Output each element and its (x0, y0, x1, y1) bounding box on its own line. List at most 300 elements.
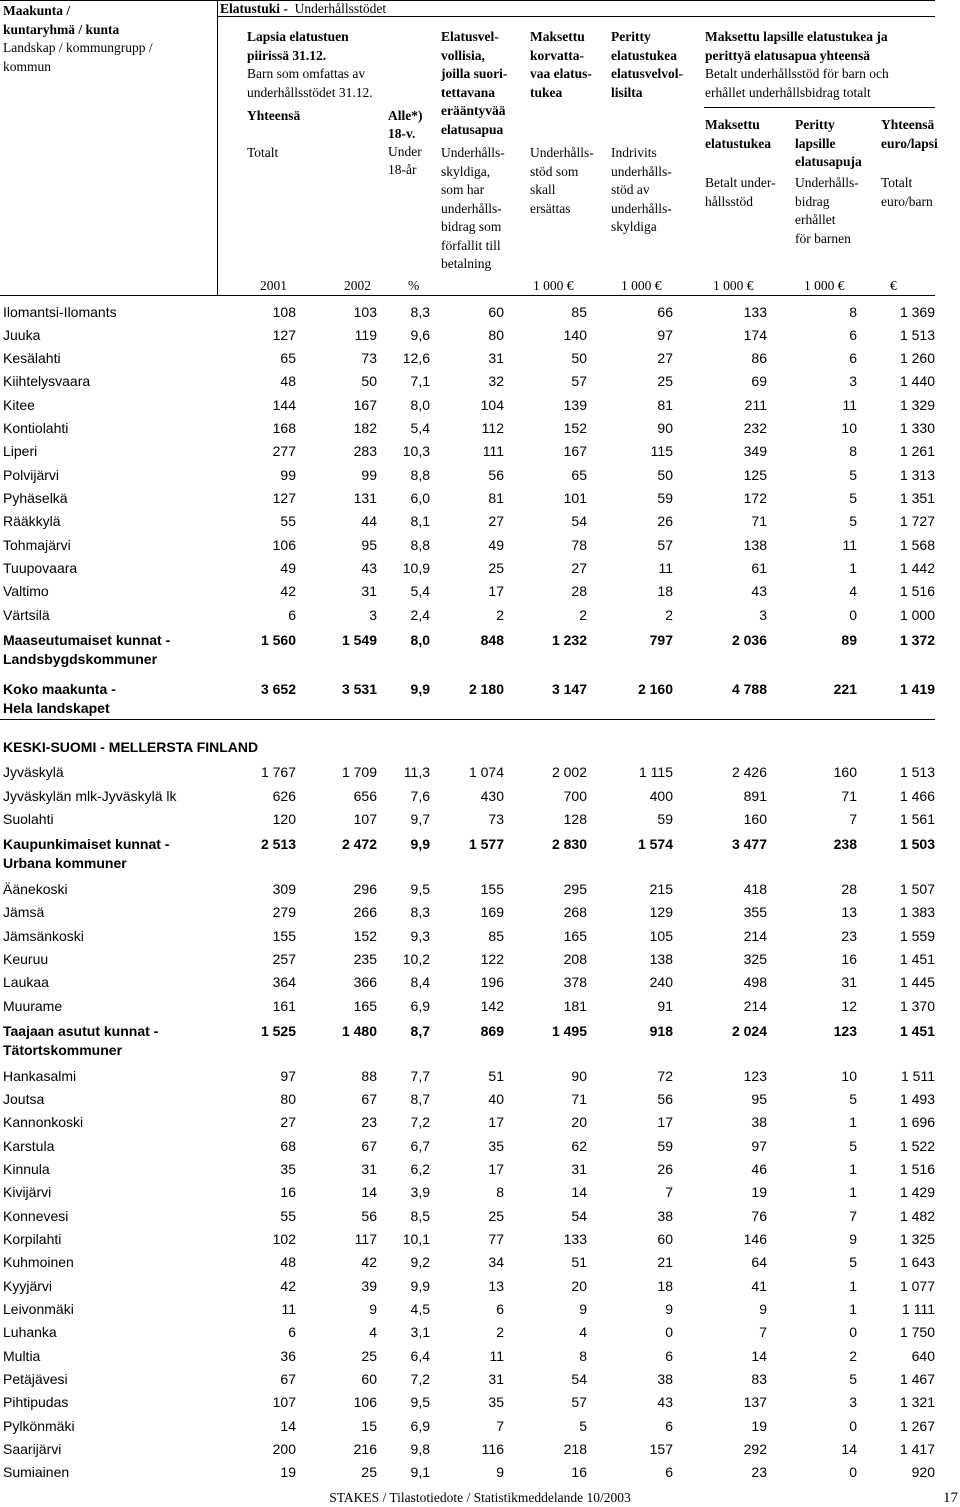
row-value: 146 (743, 1231, 767, 1247)
row-value: 23 (751, 1464, 767, 1480)
row-value: 105 (649, 928, 673, 944)
row-value: 214 (743, 928, 767, 944)
row-value: 1 560 (260, 632, 296, 648)
row-value: 174 (743, 327, 767, 343)
row-value: 309 (272, 881, 296, 897)
row-value: 168 (272, 420, 296, 436)
row-value: 21 (657, 1254, 673, 1270)
row-value: 5 (579, 1418, 587, 1434)
row-value: 2 (665, 607, 673, 623)
row-value: 5 (849, 1138, 857, 1154)
row-value: 48 (280, 1254, 296, 1270)
row-value: 133 (743, 304, 767, 320)
row-value: 83 (751, 1371, 767, 1387)
row-value: 10 (841, 420, 857, 436)
row-value: 700 (563, 788, 587, 804)
row-value: 19 (751, 1184, 767, 1200)
row-value: 42 (280, 1278, 296, 1294)
row-value: 56 (361, 1208, 377, 1224)
page-number: 17 (943, 1490, 958, 1506)
row-value: 0 (849, 607, 857, 623)
row-value: 498 (743, 974, 767, 990)
row-value: 26 (657, 1161, 673, 1177)
row-value: 16 (280, 1184, 296, 1200)
row-value: 4 788 (731, 681, 767, 697)
row-value: 142 (480, 998, 504, 1014)
row-value: 8,8 (410, 467, 430, 483)
row-value: 296 (353, 881, 377, 897)
row-value: 277 (272, 443, 296, 459)
row-value: 14 (280, 1418, 296, 1434)
row-value: 283 (353, 443, 377, 459)
row-value: 8,5 (410, 1208, 430, 1224)
row-value: 31 (488, 350, 504, 366)
row-value: 9 (665, 1301, 673, 1317)
row-value: 0 (665, 1324, 673, 1340)
row-value: 0 (849, 1324, 857, 1340)
row-name: Laukaa (3, 974, 49, 990)
row-value: 56 (488, 467, 504, 483)
row-name: Rääkkylä (3, 513, 61, 529)
row-value: 71 (751, 513, 767, 529)
row-value: 1 750 (899, 1324, 935, 1340)
row-value: 366 (353, 974, 377, 990)
row-value: 181 (563, 998, 587, 1014)
row-value: 11 (842, 537, 857, 553)
row-value: 20 (571, 1278, 587, 1294)
row-value: 3 (849, 373, 857, 389)
row-value: 1 709 (341, 764, 377, 780)
row-value: 16 (841, 951, 857, 967)
row-name: Multia (3, 1348, 41, 1364)
row-value: 8,3 (410, 904, 430, 920)
row-name: Hankasalmi (3, 1068, 77, 1084)
row-value: 17 (488, 583, 504, 599)
row-value: 656 (353, 788, 377, 804)
unit-k3: 1 000 € (713, 278, 754, 293)
row-value: 200 (272, 1441, 296, 1457)
row-value: 57 (657, 537, 673, 553)
row-value: 9,8 (410, 1441, 430, 1457)
row-value: 920 (911, 1464, 935, 1480)
row-name: Ilomantsi-Ilomants (3, 304, 117, 320)
row-value: 1 330 (899, 420, 935, 436)
row-value: 1 549 (341, 632, 377, 648)
row-value: 215 (649, 881, 673, 897)
row-value: 140 (563, 327, 587, 343)
row-value: 1 (849, 1301, 857, 1317)
recovered-header-sv: Indrivits underhålls- stöd av underhålls- skyldiga (611, 145, 672, 234)
row-name: Jyväskylän mlk-Jyväskylä lk (3, 788, 177, 804)
row-value: 35 (280, 1161, 296, 1177)
row-name: Koko maakunta - Hela landskapet (3, 681, 116, 716)
row-value: 144 (272, 397, 296, 413)
row-value: 97 (280, 1068, 296, 1084)
row-name: Kitee (3, 397, 35, 413)
row-value: 378 (563, 974, 587, 990)
children-header-fi: Lapsia elatustuen piirissä 31.12. (247, 29, 349, 63)
row-name: Juuka (3, 327, 41, 343)
row-value: 869 (480, 1023, 504, 1039)
row-name: Suolahti (3, 811, 54, 827)
row-value: 42 (280, 583, 296, 599)
row-value: 55 (280, 1208, 296, 1224)
row-value: 157 (649, 1441, 673, 1457)
row-name: Värtsilä (3, 607, 50, 623)
row-value: 7,6 (410, 788, 430, 804)
row-value: 8,0 (410, 632, 430, 648)
row-value: 73 (361, 350, 377, 366)
row-value: 3 147 (551, 681, 587, 697)
row-value: 1 419 (899, 681, 935, 697)
row-name: Tohmajärvi (3, 537, 71, 553)
row-value: 14 (841, 1441, 857, 1457)
section-title: KESKI-SUOMI - MELLERSTA FINLAND (3, 739, 259, 755)
row-value: 9,6 (410, 327, 430, 343)
row-value: 8 (849, 304, 857, 320)
row-value: 90 (657, 420, 673, 436)
under18-header-sv: Under 18-år (388, 144, 422, 177)
row-value: 107 (272, 1394, 296, 1410)
row-value: 54 (571, 1371, 587, 1387)
row-value: 1 417 (899, 1441, 935, 1457)
row-value: 59 (657, 490, 673, 506)
row-value: 400 (649, 788, 673, 804)
row-value: 6 (665, 1348, 673, 1364)
row-name: Petäjävesi (3, 1371, 68, 1387)
row-value: 95 (361, 537, 377, 553)
row-value: 211 (744, 397, 767, 413)
row-value: 1 516 (899, 583, 935, 599)
under18-header-fi: Alle*) 18-v. (388, 108, 423, 141)
row-value: 49 (280, 560, 296, 576)
row-value: 1 513 (899, 327, 935, 343)
collected-header-fi: Peritty lapsille elatusapuja (795, 117, 862, 169)
row-value: 27 (571, 560, 587, 576)
row-value: 1 (849, 1184, 857, 1200)
row-value: 1 451 (899, 951, 935, 967)
row-value: 4 (849, 583, 857, 599)
row-value: 68 (280, 1138, 296, 1154)
row-value: 2 472 (341, 836, 377, 852)
row-value: 238 (833, 836, 857, 852)
row-value: 43 (751, 583, 767, 599)
row-value: 1 (849, 560, 857, 576)
row-value: 9,1 (410, 1464, 430, 1480)
row-value: 5 (849, 1091, 857, 1107)
row-value: 76 (751, 1208, 767, 1224)
row-value: 91 (657, 998, 673, 1014)
row-value: 0 (849, 1418, 857, 1434)
row-value: 27 (488, 513, 504, 529)
row-value: 6,7 (410, 1138, 430, 1154)
row-value: 6 (496, 1301, 504, 1317)
row-value: 27 (657, 350, 673, 366)
row-value: 50 (361, 373, 377, 389)
row-value: 8,8 (410, 537, 430, 553)
row-value: 1 480 (341, 1023, 377, 1039)
row-value: 60 (657, 1231, 673, 1247)
row-value: 27 (280, 1114, 296, 1130)
paid-header-sv: Betalt under- hållsstöd (705, 175, 776, 209)
title-fi: Elatustuki - (220, 1, 288, 16)
row-value: 4,5 (410, 1301, 430, 1317)
row-value: 1 525 (260, 1023, 296, 1039)
row-value: 1 466 (899, 788, 935, 804)
row-value: 7,7 (410, 1068, 430, 1084)
row-value: 2 830 (551, 836, 587, 852)
unit-eur: € (890, 278, 897, 293)
row-value: 9 (849, 1231, 857, 1247)
row-value: 54 (571, 513, 587, 529)
row-value: 117 (354, 1231, 377, 1247)
row-value: 918 (649, 1023, 673, 1039)
row-value: 3,1 (410, 1324, 430, 1340)
row-value: 279 (272, 904, 296, 920)
row-value: 10,3 (402, 443, 430, 459)
row-value: 1 511 (901, 1068, 935, 1084)
row-value: 640 (911, 1348, 935, 1364)
row-value: 1 351 (899, 490, 935, 506)
row-value: 218 (563, 1441, 587, 1457)
row-value: 25 (488, 560, 504, 576)
row-value: 8 (579, 1348, 587, 1364)
row-value: 16 (571, 1464, 587, 1480)
row-value: 1 696 (899, 1114, 935, 1130)
row-name: Luhanka (3, 1324, 57, 1340)
row-name: Tuupovaara (3, 560, 78, 576)
row-value: 65 (280, 350, 296, 366)
row-value: 232 (743, 420, 767, 436)
row-value: 355 (743, 904, 767, 920)
row-value: 60 (488, 304, 504, 320)
row-name: Pihtipudas (3, 1394, 69, 1410)
compensated-header-fi: Maksettu korvatta- vaa elatus- tukea (530, 29, 592, 100)
row-value: 349 (743, 443, 767, 459)
row-value: 106 (353, 1394, 377, 1410)
row-value: 7,2 (410, 1114, 430, 1130)
row-value: 38 (751, 1114, 767, 1130)
row-value: 10,2 (402, 951, 430, 967)
row-value: 17 (488, 1114, 504, 1130)
row-value: 127 (272, 490, 296, 506)
footer: STAKES / Tilastotiedote / Statistikmeddelande 10/2003 (329, 1490, 631, 1505)
row-value: 88 (361, 1068, 377, 1084)
row-value: 80 (280, 1091, 296, 1107)
row-value: 1 111 (902, 1301, 935, 1317)
row-value: 3 531 (341, 681, 377, 697)
row-value: 8 (849, 443, 857, 459)
row-value: 2 (579, 607, 587, 623)
row-value: 6 (288, 1324, 296, 1340)
row-value: 15 (361, 1418, 377, 1434)
row-value: 11 (281, 1301, 296, 1317)
row-value: 891 (743, 788, 767, 804)
row-name: Pylkönmäki (3, 1418, 75, 1434)
row-value: 6,4 (410, 1348, 430, 1364)
row-value: 1 516 (899, 1161, 935, 1177)
row-value: 25 (657, 373, 673, 389)
row-name: Muurame (3, 998, 63, 1014)
row-value: 69 (751, 373, 767, 389)
row-value: 1 577 (468, 836, 504, 852)
row-value: 59 (657, 1138, 673, 1154)
row-value: 77 (488, 1231, 504, 1247)
row-value: 57 (571, 373, 587, 389)
row-value: 182 (353, 420, 377, 436)
row-value: 2 (496, 1324, 504, 1340)
row-value: 90 (571, 1068, 587, 1084)
row-value: 97 (751, 1138, 767, 1154)
row-name: Kinnula (3, 1161, 50, 1177)
row-value: 137 (743, 1394, 767, 1410)
row-value: 160 (743, 811, 767, 827)
row-value: 196 (480, 974, 504, 990)
row-value: 123 (743, 1068, 767, 1084)
row-value: 1 325 (899, 1231, 935, 1247)
row-value: 1 000 (899, 607, 935, 623)
row-name: Keuruu (3, 951, 49, 967)
row-value: 99 (280, 467, 296, 483)
row-value: 54 (571, 1208, 587, 1224)
row-value: 155 (480, 881, 504, 897)
row-value: 81 (488, 490, 504, 506)
row-value: 9,9 (410, 836, 430, 852)
row-name: Sumiainen (3, 1464, 70, 1480)
row-value: 3,9 (410, 1184, 430, 1200)
row-value: 7 (665, 1184, 673, 1200)
row-value: 165 (353, 998, 377, 1014)
row-value: 8,4 (410, 974, 430, 990)
row-value: 7 (759, 1324, 767, 1340)
row-value: 1 260 (899, 350, 935, 366)
row-value: 7 (849, 811, 857, 827)
row-value: 208 (563, 951, 587, 967)
row-value: 17 (488, 1161, 504, 1177)
row-value: 1 445 (899, 974, 935, 990)
combined-header-fi: Maksettu lapsille elatustukea ja perittyä elatusapua yhteensä (705, 29, 888, 63)
row-value: 1 574 (637, 836, 673, 852)
row-value: 9,3 (410, 928, 430, 944)
row-value: 111 (482, 443, 504, 459)
row-value: 25 (361, 1348, 377, 1364)
row-value: 1 727 (899, 513, 935, 529)
row-name: Leivonmäki (3, 1301, 74, 1317)
unit-k4: 1 000 € (804, 278, 845, 293)
row-value: 7 (496, 1418, 504, 1434)
row-value: 120 (272, 811, 296, 827)
row-name: Karstula (3, 1138, 55, 1154)
row-name: Liperi (3, 443, 38, 459)
row-value: 3 477 (731, 836, 767, 852)
row-value: 5,4 (410, 420, 430, 436)
row-value: 14 (571, 1184, 587, 1200)
row-value: 34 (488, 1254, 504, 1270)
row-value: 123 (833, 1023, 857, 1039)
row-value: 9,9 (410, 1278, 430, 1294)
row-name: Kaupunkimaiset kunnat - Urbana kommuner (3, 836, 170, 871)
row-value: 214 (743, 998, 767, 1014)
row-value: 86 (751, 350, 767, 366)
row-value: 99 (361, 467, 377, 483)
title-sv: Underhållsstödet (294, 1, 387, 16)
recovered-header-fi: Peritty elatustukea elatusvelvol- lisilta (611, 29, 683, 100)
row-value: 7,1 (410, 373, 430, 389)
region-header-sv: Landskap / kommungrupp / kommun (3, 40, 153, 74)
row-value: 152 (353, 928, 377, 944)
row-value: 89 (841, 632, 857, 648)
row-name: Maaseutumaiset kunnat - Landsbygdskommuner (3, 632, 171, 667)
row-value: 95 (751, 1091, 767, 1107)
row-value: 9,9 (410, 681, 430, 697)
row-value: 3 (759, 607, 767, 623)
row-value: 104 (480, 397, 504, 413)
row-value: 66 (657, 304, 673, 320)
row-value: 257 (272, 951, 296, 967)
row-value: 128 (563, 811, 587, 827)
row-value: 36 (280, 1348, 296, 1364)
row-value: 2 024 (731, 1023, 767, 1039)
row-value: 1 493 (899, 1091, 935, 1107)
unit-pct: % (408, 278, 420, 293)
row-value: 1 321 (899, 1394, 935, 1410)
row-value: 1 495 (551, 1023, 587, 1039)
row-value: 131 (353, 490, 377, 506)
row-value: 46 (751, 1161, 767, 1177)
row-value: 1 503 (899, 836, 935, 852)
row-value: 1 383 (899, 904, 935, 920)
row-value: 1 313 (899, 467, 935, 483)
row-value: 1 451 (899, 1023, 935, 1039)
row-value: 107 (353, 811, 377, 827)
row-value: 12 (841, 998, 857, 1014)
row-name: Kyyjärvi (3, 1278, 53, 1294)
row-value: 72 (657, 1068, 673, 1084)
unit-k1: 1 000 € (533, 278, 574, 293)
row-value: 797 (649, 632, 673, 648)
row-value: 6 (288, 607, 296, 623)
row-value: 125 (743, 467, 767, 483)
row-name: Pyhäselkä (3, 490, 68, 506)
row-value: 80 (488, 327, 504, 343)
sum-header-fi: Yhteensä euro/lapsi (881, 117, 938, 151)
row-value: 1 077 (899, 1278, 935, 1294)
row-value: 1 561 (899, 811, 935, 827)
row-value: 19 (280, 1464, 296, 1480)
row-value: 9,5 (410, 1394, 430, 1410)
row-value: 9 (579, 1301, 587, 1317)
row-value: 3 (849, 1394, 857, 1410)
row-value: 216 (353, 1441, 377, 1457)
row-value: 49 (488, 537, 504, 553)
paid-header-fi: Maksettu elatustukea (705, 117, 772, 151)
row-value: 43 (361, 560, 377, 576)
row-value: 97 (657, 327, 673, 343)
row-value: 59 (657, 811, 673, 827)
row-value: 38 (657, 1371, 673, 1387)
row-value: 161 (272, 998, 296, 1014)
row-value: 55 (280, 513, 296, 529)
row-value: 6,9 (410, 1418, 430, 1434)
row-name: Saarijärvi (3, 1441, 62, 1457)
row-value: 165 (563, 928, 587, 944)
row-value: 4 (579, 1324, 587, 1340)
row-value: 67 (280, 1371, 296, 1387)
row-value: 3 (369, 607, 377, 623)
row-value: 71 (571, 1091, 587, 1107)
row-value: 169 (480, 904, 504, 920)
row-value: 221 (833, 681, 857, 697)
